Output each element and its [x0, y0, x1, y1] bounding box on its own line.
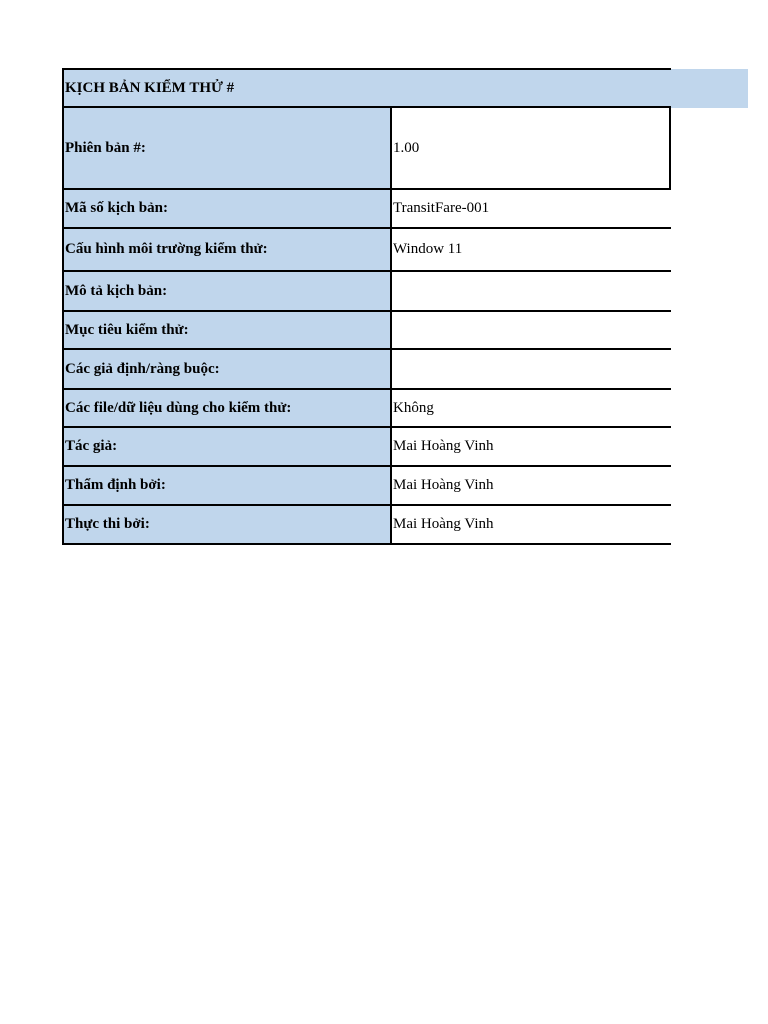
value-cell[interactable]: [392, 350, 671, 388]
row-value-test-data: Không: [393, 399, 434, 416]
row-label-scenario-id: Mã số kịch bản:: [65, 200, 168, 216]
row-label-reviewer: Thẩm định bởi:: [65, 477, 166, 493]
row-label-author: Tác giả:: [65, 438, 118, 454]
table-row: [62, 506, 671, 545]
label-cell[interactable]: [62, 272, 392, 310]
table-row: [62, 190, 671, 229]
table-row: [62, 467, 671, 506]
value-cell[interactable]: [392, 467, 671, 504]
row-label-version: Phiên bản #:: [65, 139, 146, 156]
label-cell[interactable]: [62, 229, 392, 270]
value-cell[interactable]: [392, 108, 671, 188]
sheet-title-cell[interactable]: [62, 68, 671, 108]
row-value-executor: Mai Hoàng Vinh: [393, 516, 494, 532]
table-row: [62, 108, 671, 190]
label-cell[interactable]: [62, 390, 392, 426]
row-label-assumptions: Các giả định/ràng buộc:: [65, 360, 220, 377]
row-label-test-data: Các file/dữ liệu dùng cho kiểm thử:: [65, 399, 292, 416]
value-cell[interactable]: [392, 506, 671, 543]
table-row: [62, 272, 671, 312]
table-row: [62, 350, 671, 390]
label-cell[interactable]: [62, 467, 392, 504]
label-cell[interactable]: [62, 108, 392, 188]
value-cell[interactable]: [392, 190, 671, 227]
row-value-version: 1.00: [393, 139, 420, 156]
table-row: [62, 428, 671, 467]
label-cell[interactable]: [62, 190, 392, 227]
row-label-executor: Thực thi bởi:: [65, 516, 150, 532]
table-row: [62, 312, 671, 350]
table-row: [62, 229, 671, 272]
value-cell[interactable]: [392, 229, 671, 270]
row-value-reviewer: Mai Hoàng Vinh: [393, 477, 494, 493]
label-cell[interactable]: [62, 506, 392, 543]
row-label-environment: Cấu hình môi trường kiểm thử:: [65, 241, 268, 257]
row-value-scenario-id: TransitFare-001: [393, 200, 490, 216]
value-cell[interactable]: [392, 428, 671, 465]
value-cell[interactable]: [392, 390, 671, 426]
label-cell[interactable]: [62, 312, 392, 348]
row-label-description: Mô tả kịch bản:: [65, 282, 168, 299]
row-label-objective: Mục tiêu kiểm thử:: [65, 321, 189, 338]
label-cell[interactable]: [62, 350, 392, 388]
sheet-title: KỊCH BẢN KIỂM THỬ #: [65, 79, 235, 96]
table-row: [62, 390, 671, 428]
row-value-author: Mai Hoàng Vinh: [393, 438, 494, 454]
row-value-environment: Window 11: [393, 241, 463, 257]
label-cell[interactable]: [62, 428, 392, 465]
test-scenario-sheet: [62, 68, 671, 545]
value-cell[interactable]: [392, 272, 671, 310]
value-cell[interactable]: [392, 312, 671, 348]
